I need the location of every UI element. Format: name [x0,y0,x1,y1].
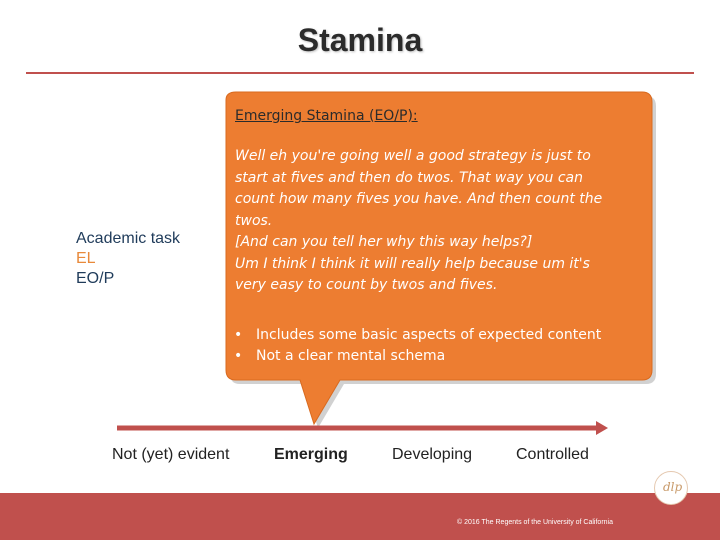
el-label: EL [76,250,96,267]
scale-label-not-yet-evident: Not (yet) evident [112,446,230,463]
callout-bullet-list [234,325,601,367]
scale-label-developing: Developing [392,446,473,463]
bullet-text: Includes some basic aspects of expected content [256,327,602,343]
list-item [234,346,601,367]
bullet-glyph: • [234,327,243,343]
logo-text: dlp [663,480,683,494]
callout-heading: Emerging Stamina (EO/P): [235,108,418,124]
eop-label: EO/P [76,270,115,287]
scale-label-controlled: Controlled [516,446,589,463]
scale-label-emerging: Emerging [274,446,348,463]
academic-task-label: Academic task [76,230,181,247]
list-item [234,325,601,346]
slide-title: Stamina [297,22,423,58]
scale-axis-arrow [596,421,608,435]
bullet-glyph: • [234,348,243,364]
callout-text [235,108,635,297]
logo [654,471,688,505]
copyright-text: © 2016 The Regents of the University of California [457,519,613,526]
footer-bar [0,493,720,540]
callout-quote: Well eh you're going well a good strategy is just to start at fives and then do twos. That way you can count how many fives you have. And then count the twos. [And can you tell her why this way helps?] Um I think I think it will really help because um it's very easy to count by twos and fives. [235,148,603,293]
bullet-text: Not a clear mental schema [256,348,446,364]
